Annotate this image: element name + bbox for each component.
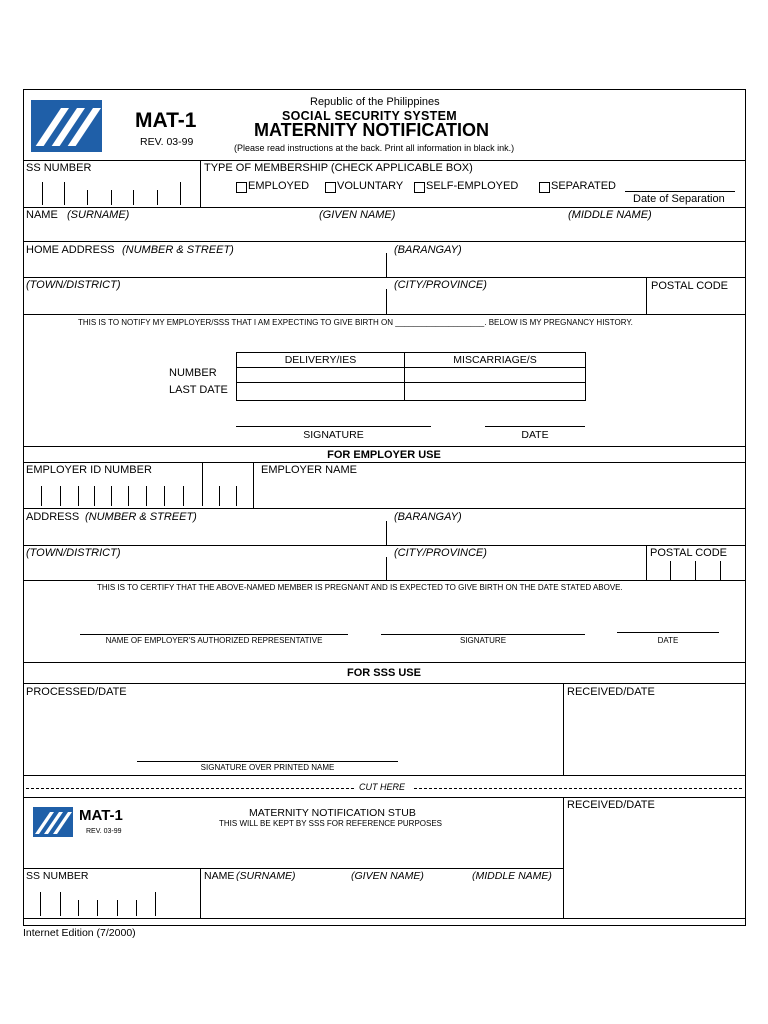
delivery-number-cell[interactable] xyxy=(238,368,403,381)
form-title: MATERNITY NOTIFICATION xyxy=(254,120,489,140)
employer-section-title: FOR EMPLOYER USE xyxy=(327,449,441,461)
stub-ss-number-field[interactable] xyxy=(24,884,199,917)
stub-received-field[interactable] xyxy=(565,813,744,917)
voluntary-label: VOLUNTARY xyxy=(337,180,404,192)
employer-barangay-field[interactable] xyxy=(388,525,744,544)
middle-name-label: (MIDDLE NAME) xyxy=(568,209,652,221)
stub-surname-label: (SURNAME) xyxy=(236,870,296,882)
republic-label: Republic of the Philippines xyxy=(310,96,440,108)
row-number-label: NUMBER xyxy=(169,367,217,379)
separation-date-label: Date of Separation xyxy=(633,193,725,205)
stub-revision: REV. 03-99 xyxy=(86,828,122,835)
employer-signature-label: SIGNATURE xyxy=(459,636,507,645)
employer-barangay-label: (BARANGAY) xyxy=(394,511,462,523)
rep-name-line[interactable] xyxy=(80,634,348,635)
employer-id-field[interactable] xyxy=(24,478,252,507)
stub-subtitle: THIS WILL BE KEPT BY SSS FOR REFERENCE PURPOSES xyxy=(219,819,443,828)
given-name-label: (GIVEN NAME) xyxy=(319,209,396,221)
miscarriage-last-date-cell[interactable] xyxy=(406,383,584,399)
separated-checkbox[interactable] xyxy=(539,182,550,193)
member-date-label: DATE xyxy=(521,429,549,441)
stub-title: MATERNITY NOTIFICATION STUB xyxy=(249,807,416,819)
employed-label: EMPLOYED xyxy=(248,180,310,192)
home-address-label: HOME ADDRESS xyxy=(26,244,115,256)
row-last-date-label: LAST DATE xyxy=(169,384,228,396)
surname-label: (SURNAME) xyxy=(67,209,130,221)
processed-date-label: PROCESSED/DATE xyxy=(26,686,127,698)
employer-date-line[interactable] xyxy=(617,632,719,633)
ss-number-label: SS NUMBER xyxy=(26,162,92,174)
agency-name: SOCIAL SECURITY SYSTEM xyxy=(282,109,457,123)
member-signature-label: SIGNATURE xyxy=(303,429,364,441)
self-employed-checkbox[interactable] xyxy=(414,182,425,193)
sss-logo-icon xyxy=(31,100,102,152)
member-signature-line[interactable] xyxy=(236,426,431,427)
home-street-label: (NUMBER & STREET) xyxy=(122,244,234,256)
name-field[interactable] xyxy=(24,224,744,241)
received-date-field[interactable] xyxy=(565,700,744,774)
stub-name-label: NAME xyxy=(204,870,235,882)
form-code: MAT-1 xyxy=(135,109,197,132)
employer-certification: THIS IS TO CERTIFY THAT THE ABOVE-NAMED MEMBER IS PREGNANT AND IS EXPECTED TO GIVE BIRTH ON THE DATE STATED ABOVE. xyxy=(97,583,623,592)
cut-line-left xyxy=(26,788,354,789)
employer-name-field[interactable] xyxy=(255,478,744,507)
home-city-label: (CITY/PROVINCE) xyxy=(394,279,487,291)
received-date-label: RECEIVED/DATE xyxy=(567,686,655,698)
stub-ss-number-label: SS NUMBER xyxy=(26,870,89,882)
separation-date-line[interactable] xyxy=(625,191,735,192)
home-postal-label: POSTAL CODE xyxy=(651,280,729,292)
home-postal-field[interactable] xyxy=(648,294,744,313)
miscarriage-number-cell[interactable] xyxy=(406,368,584,381)
home-town-label: (TOWN/DISTRICT) xyxy=(26,279,121,291)
notification-statement: THIS IS TO NOTIFY MY EMPLOYER/SSS THAT I AM EXPECTING TO GIVE BIRTH ON ____________________. BELOW IS MY PREGNANCY HISTORY. xyxy=(78,318,633,327)
membership-label: TYPE OF MEMBERSHIP (CHECK APPLICABLE BOX) xyxy=(204,162,473,174)
home-city-field[interactable] xyxy=(388,294,644,313)
stub-received-label: RECEIVED/DATE xyxy=(567,799,655,811)
self-employed-label: SELF-EMPLOYED xyxy=(426,180,519,192)
sss-section-title: FOR SSS USE xyxy=(347,667,421,679)
col-delivery-header: DELIVERY/IES xyxy=(284,354,357,366)
home-barangay-label: (BARANGAY) xyxy=(394,244,462,256)
rep-name-label: NAME OF EMPLOYER'S AUTHORIZED REPRESENTATIVE xyxy=(105,636,323,645)
stub-given-name-label: (GIVEN NAME) xyxy=(351,870,424,882)
separated-label: SEPARATED xyxy=(551,180,616,192)
employer-city-label: (CITY/PROVINCE) xyxy=(394,547,487,559)
form-instructions: (Please read instructions at the back. Print all information in black ink.) xyxy=(234,143,515,153)
employer-name-label: EMPLOYER NAME xyxy=(261,464,357,476)
sss-signature-line[interactable] xyxy=(137,761,398,762)
stub-name-field[interactable] xyxy=(202,884,562,917)
delivery-last-date-cell[interactable] xyxy=(238,383,403,399)
name-label: NAME xyxy=(26,209,58,221)
ss-number-field[interactable] xyxy=(24,176,200,206)
employed-checkbox[interactable] xyxy=(236,182,247,193)
member-date-line[interactable] xyxy=(485,426,585,427)
employer-signature-line[interactable] xyxy=(381,634,585,635)
cut-line-right xyxy=(414,788,742,789)
employer-street-field[interactable] xyxy=(24,525,384,544)
stub-form-code: MAT-1 xyxy=(79,807,123,824)
employer-town-label: (TOWN/DISTRICT) xyxy=(26,547,121,559)
cut-here-label: CUT HERE xyxy=(359,782,406,792)
employer-city-field[interactable] xyxy=(388,561,644,580)
sss-stub-logo-icon xyxy=(33,807,73,837)
home-street-field[interactable] xyxy=(24,258,384,276)
employer-id-label: EMPLOYER ID NUMBER xyxy=(26,464,152,476)
employer-address-label: ADDRESS xyxy=(26,511,80,523)
voluntary-checkbox[interactable] xyxy=(325,182,336,193)
employer-town-field[interactable] xyxy=(24,561,384,580)
stub-middle-name-label: (MIDDLE NAME) xyxy=(472,870,552,882)
internet-edition: Internet Edition (7/2000) xyxy=(23,927,136,939)
employer-postal-field[interactable] xyxy=(648,561,744,580)
employer-postal-label: POSTAL CODE xyxy=(650,547,728,559)
employer-date-label: DATE xyxy=(657,636,679,645)
employer-street-label: (NUMBER & STREET) xyxy=(85,511,197,523)
home-barangay-field[interactable] xyxy=(388,258,744,276)
home-town-field[interactable] xyxy=(24,294,384,313)
sss-signature-label: SIGNATURE OVER PRINTED NAME xyxy=(200,763,335,772)
pregnancy-history-table xyxy=(236,352,586,401)
processed-date-field[interactable] xyxy=(24,700,562,755)
form-revision: REV. 03-99 xyxy=(140,136,194,148)
col-miscarriage-header: MISCARRIAGE/S xyxy=(453,354,537,366)
